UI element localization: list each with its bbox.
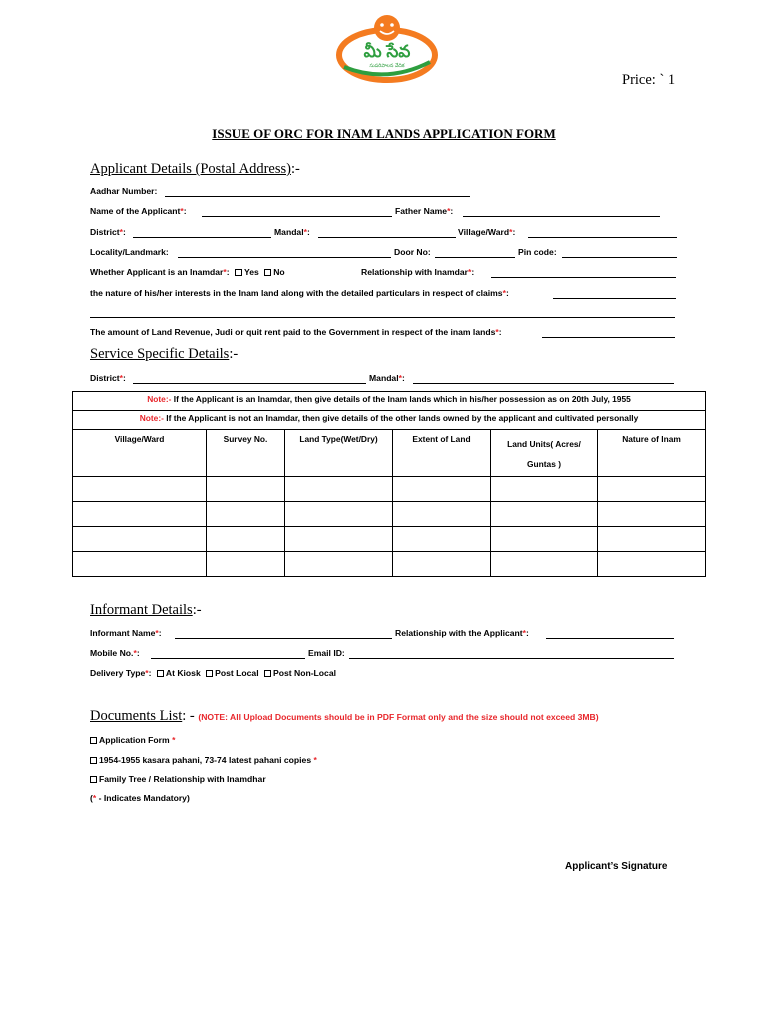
table-cell[interactable] bbox=[207, 552, 285, 577]
email-field[interactable] bbox=[349, 658, 674, 659]
documents-heading-suffix: : - bbox=[182, 708, 199, 724]
table-cell[interactable] bbox=[207, 527, 285, 552]
application-form-checkbox[interactable] bbox=[90, 737, 97, 744]
village-field[interactable] bbox=[528, 237, 677, 238]
inamdar-question: Whether Applicant is an Inamdar*: Yes No bbox=[90, 267, 285, 277]
land-details-table bbox=[72, 391, 706, 577]
note-2-text: If the Applicant is not an Inamdar, then give details of the other lands owned by the applicant and cultivated personally bbox=[163, 413, 639, 423]
note-1 bbox=[73, 392, 706, 411]
table-cell[interactable] bbox=[491, 527, 598, 552]
table-cell[interactable] bbox=[598, 502, 706, 527]
logo-text-top: మీ సేవ bbox=[363, 42, 411, 61]
district-label: District*: bbox=[90, 227, 126, 237]
service-mandal-field[interactable] bbox=[413, 383, 674, 384]
service-district-label: District*: bbox=[90, 373, 126, 383]
table-row bbox=[73, 552, 706, 577]
email-label: Email ID: bbox=[308, 648, 345, 658]
informant-name-text: Informant Name bbox=[90, 628, 156, 638]
table-header-row bbox=[73, 430, 706, 477]
informant-heading-text: Informant Details bbox=[90, 602, 193, 618]
village-text: Village/Ward bbox=[458, 227, 510, 237]
applicant-name-field[interactable] bbox=[202, 216, 392, 217]
at-kiosk-checkbox[interactable] bbox=[157, 670, 164, 677]
door-field[interactable] bbox=[435, 257, 515, 258]
service-heading-text: Service Specific Details bbox=[90, 346, 230, 362]
logo-text-bottom: సుపరిపాలన వేదిక bbox=[369, 63, 405, 69]
interest-text: the nature of his/her interests in the Inam land along with the detailed particulars in respect of claims bbox=[90, 288, 503, 298]
note-row-1 bbox=[73, 392, 706, 411]
mandal-text: Mandal bbox=[274, 227, 304, 237]
no-label: No bbox=[273, 267, 285, 277]
mobile-label: Mobile No.*: bbox=[90, 648, 140, 658]
table-cell[interactable] bbox=[598, 477, 706, 502]
pin-field[interactable] bbox=[562, 257, 677, 258]
post-nonlocal-checkbox[interactable] bbox=[264, 670, 271, 677]
district-field[interactable] bbox=[133, 237, 271, 238]
pin-label: Pin code: bbox=[518, 247, 557, 257]
mandal-field[interactable] bbox=[318, 237, 456, 238]
interest-label: the nature of his/her interests in the Inam land along with the detailed particulars in respect of claims*: bbox=[90, 288, 509, 298]
mandatory-note-text: - Indicates Mandatory) bbox=[96, 793, 190, 803]
service-details-heading bbox=[90, 346, 238, 363]
relationship-inamdar-label: Relationship with Inamdar*: bbox=[361, 267, 475, 277]
doc-pahani: 1954-1955 kasara pahani, 73-74 latest pahani copies * bbox=[90, 755, 317, 765]
doc-item-label: 1954-1955 kasara pahani, 73-74 latest pahani copies bbox=[99, 755, 312, 765]
father-name-field[interactable] bbox=[463, 216, 660, 217]
table-cell[interactable] bbox=[393, 502, 491, 527]
doc-item-label: Family Tree / Relationship with Inamdhar bbox=[99, 774, 266, 784]
note-2-label: Note:- bbox=[139, 413, 164, 423]
table-cell[interactable] bbox=[285, 477, 393, 502]
col-survey: Survey No. bbox=[207, 430, 285, 477]
service-district-field[interactable] bbox=[133, 383, 366, 384]
note-1-text: If the Applicant is an Inamdar, then give details of the Inam lands which in his/her possession as on 20th July, 1955 bbox=[171, 394, 631, 404]
doc-item-label: Application Form bbox=[99, 735, 170, 745]
documents-heading-text: Documents List bbox=[90, 708, 183, 724]
table-cell[interactable] bbox=[207, 477, 285, 502]
col-nature: Nature of Inam bbox=[598, 430, 706, 477]
informant-details-heading bbox=[90, 602, 202, 619]
locality-label: Locality/Landmark: bbox=[90, 247, 169, 257]
table-cell[interactable] bbox=[491, 502, 598, 527]
informant-relationship-text: Relationship with the Applicant bbox=[395, 628, 523, 638]
revenue-field[interactable] bbox=[542, 337, 675, 338]
doc-family-tree bbox=[90, 774, 266, 784]
applicant-signature: Applicant’s Signature bbox=[565, 861, 668, 872]
locality-field[interactable] bbox=[178, 257, 391, 258]
inamdar-question-text: Whether Applicant is an Inamdar bbox=[90, 267, 224, 277]
father-name-label: Father Name*: bbox=[395, 206, 454, 216]
informant-name-field[interactable] bbox=[175, 638, 392, 639]
interest-field[interactable] bbox=[553, 298, 676, 299]
table-cell[interactable] bbox=[393, 552, 491, 577]
post-nonlocal-label: Post Non-Local bbox=[272, 668, 337, 678]
post-local-label: Post Local bbox=[215, 668, 259, 678]
relationship-inamdar-text: Relationship with Inamdar bbox=[361, 267, 468, 277]
documents-note: (NOTE: All Upload Documents should be in PDF Format only and the size should not exceed 3MB) bbox=[198, 712, 599, 722]
table-cell[interactable] bbox=[207, 502, 285, 527]
table-cell[interactable] bbox=[285, 527, 393, 552]
table-cell[interactable] bbox=[393, 527, 491, 552]
mandal-label: Mandal*: bbox=[274, 227, 310, 237]
table-cell[interactable] bbox=[73, 527, 207, 552]
form-title: ISSUE OF ORC FOR INAM LANDS APPLICATION FORM bbox=[212, 126, 556, 141]
mobile-field[interactable] bbox=[151, 658, 305, 659]
col-extent: Extent of Land bbox=[393, 430, 491, 477]
informant-relationship-label: Relationship with the Applicant*: bbox=[395, 628, 529, 638]
interest-field-continued[interactable] bbox=[90, 317, 675, 318]
family-tree-checkbox[interactable] bbox=[90, 776, 97, 783]
post-local-checkbox[interactable] bbox=[206, 670, 213, 677]
col-village: Village/Ward bbox=[73, 430, 207, 477]
applicant-heading-suffix: :- bbox=[290, 161, 300, 177]
mobile-text: Mobile No. bbox=[90, 648, 134, 658]
service-district-text: District bbox=[90, 373, 120, 383]
table-row bbox=[73, 477, 706, 502]
applicant-name-label: Name of the Applicant*: bbox=[90, 206, 187, 216]
documents-list-heading bbox=[90, 708, 599, 725]
col-land-type: Land Type(Wet/Dry) bbox=[285, 430, 393, 477]
table-cell[interactable] bbox=[598, 552, 706, 577]
table-row bbox=[73, 502, 706, 527]
father-name-text: Father Name bbox=[395, 206, 448, 216]
door-label: Door No: bbox=[394, 247, 431, 257]
yes-checkbox[interactable] bbox=[235, 269, 242, 276]
col-land-units: Land Units( Acres/ Guntas ) bbox=[491, 430, 598, 477]
table-cell[interactable] bbox=[491, 477, 598, 502]
village-label: Village/Ward*: bbox=[458, 227, 516, 237]
delivery-type-text: Delivery Type bbox=[90, 668, 146, 678]
table-cell[interactable] bbox=[285, 502, 393, 527]
delivery-type: Delivery Type*: At Kiosk Post Local Post Non-Local bbox=[90, 668, 337, 678]
aadhar-label: Aadhar Number: bbox=[90, 186, 158, 196]
aadhar-field[interactable] bbox=[165, 196, 470, 197]
applicant-heading-text: Applicant Details (Postal Address) bbox=[90, 161, 291, 177]
applicant-details-heading bbox=[90, 161, 300, 178]
table-cell[interactable] bbox=[285, 552, 393, 577]
at-kiosk-label: At Kiosk bbox=[165, 668, 201, 678]
table-cell[interactable] bbox=[393, 477, 491, 502]
note-2 bbox=[73, 411, 706, 430]
service-heading-suffix: :- bbox=[229, 346, 239, 362]
table-cell[interactable] bbox=[598, 527, 706, 552]
table-cell[interactable] bbox=[73, 477, 207, 502]
yes-label: Yes bbox=[244, 267, 259, 277]
price: Price: ` 1 bbox=[622, 72, 676, 88]
relationship-inamdar-field[interactable] bbox=[491, 277, 676, 278]
table-row bbox=[73, 527, 706, 552]
no-checkbox[interactable] bbox=[264, 269, 271, 276]
meeseva-logo bbox=[334, 12, 440, 88]
table-cell[interactable] bbox=[491, 552, 598, 577]
service-mandal-text: Mandal bbox=[369, 373, 399, 383]
pahani-checkbox[interactable] bbox=[90, 757, 97, 764]
note-row-2 bbox=[73, 411, 706, 430]
district-text: District bbox=[90, 227, 120, 237]
table-cell[interactable] bbox=[73, 502, 207, 527]
revenue-label: The amount of Land Revenue, Judi or quit rent paid to the Government in respect of the inam lands*: bbox=[90, 327, 502, 337]
informant-heading-suffix: :- bbox=[192, 602, 202, 618]
table-cell[interactable] bbox=[73, 552, 207, 577]
revenue-text: The amount of Land Revenue, Judi or quit rent paid to the Government in respect of the inam lands bbox=[90, 327, 496, 337]
informant-name-label: Informant Name*: bbox=[90, 628, 162, 638]
note-1-label: Note:- bbox=[147, 394, 172, 404]
applicant-name-text: Name of the Applicant bbox=[90, 206, 181, 216]
informant-relationship-field[interactable] bbox=[546, 638, 674, 639]
service-mandal-label: Mandal*: bbox=[369, 373, 405, 383]
mandatory-note: (* - Indicates Mandatory) bbox=[90, 793, 190, 803]
doc-application-form: Application Form * bbox=[90, 735, 175, 745]
